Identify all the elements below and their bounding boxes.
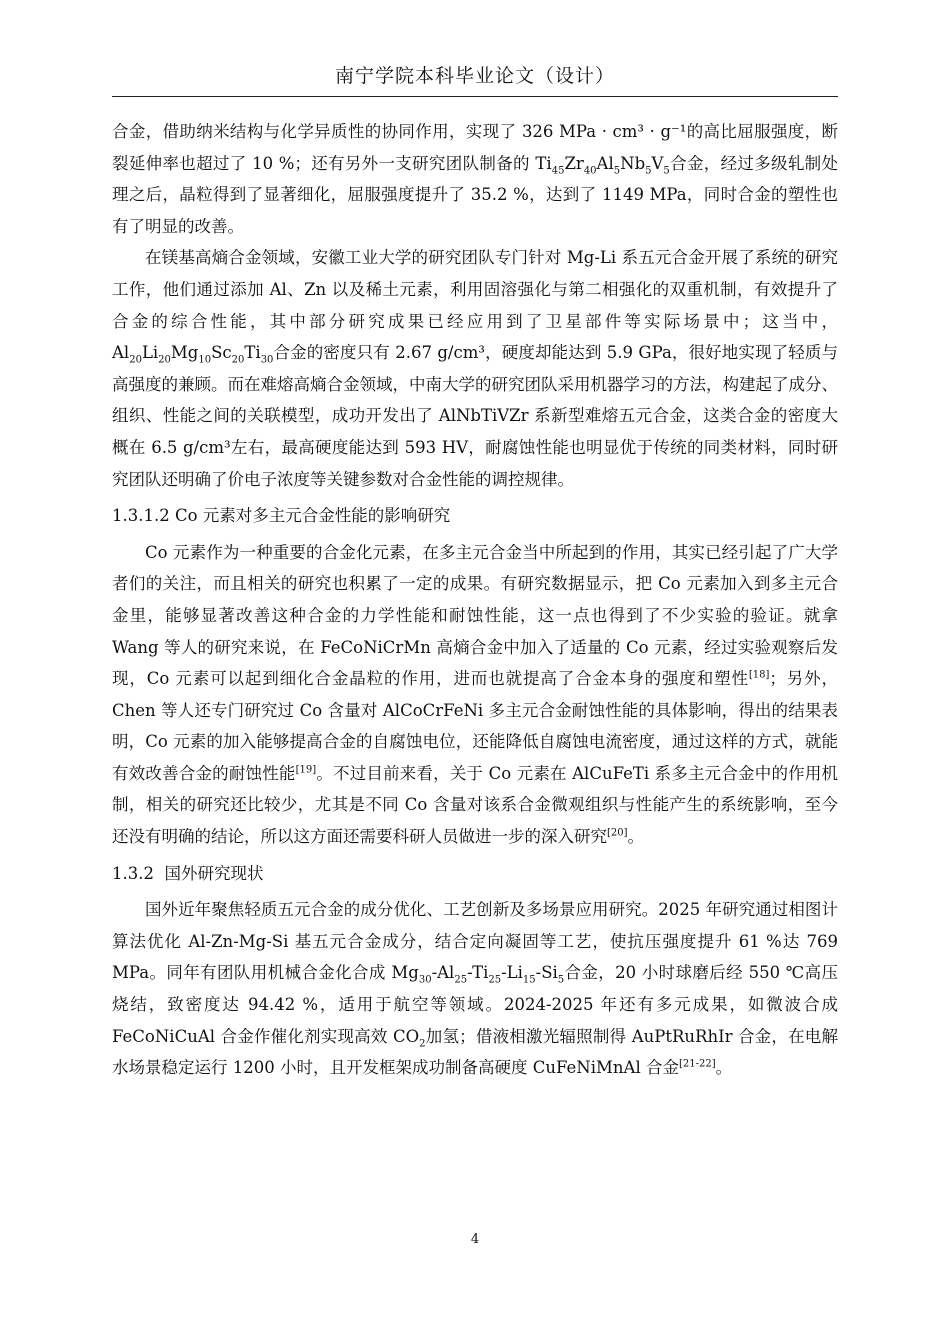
document-body [112, 116, 838, 1084]
page-number: 4 [470, 1232, 480, 1247]
section-heading: 1.3.2 国外研究现状 [112, 863, 264, 883]
body-paragraph: 在镁基高熵合金领域，安徽工业大学的研究团队专门针对 Mg-Li 系五元合金开展了系统的研究工作，他们通过添加 Al、Zn 以及稀土元素，利用固溶强化与第二相强化的双重机制，有效提升了合金的综合性能，其中部分研究成果已经应用到了卫星部件等实际场景中；这当中，$Al_{20}Li_{20}Mg_{10}Sc_{20}Ti_{30}$合金的密度只有 2.67 g/cm³，硬度却能达到 5.9 GPa，很好地实现了轻质与高强度的兼顾。而在难熔高熵合金领域，中南大学的研究团队采用机器学习的方法，构建起了成分、组织、性能之间的关联模型，成功开发出了 AlNbTiVZr 系新型难熔五元合金，这类合金的密度大概在 6.5 g/cm³左右，最高硬度能达到 593 HV，耐腐蚀性能也明显优于传统的同类材料，同时研究团队还明确了价电子浓度等关键参数对合金性能的调控规律。 [112, 248, 838, 489]
body-paragraph: Co 元素作为一种重要的合金化元素，在多主元合金当中所起到的作用，其实已经引起了广大学者们的关注，而且相关的研究也积累了一定的成果。有研究数据显示，把 Co 元素加入到多主元合金里，能够显著改善这种合金的力学性能和耐蚀性能，这一点也得到了不少实验的验证。就拿 Wang 等人的研究来说，在 FeCoNiCrMn 高熵合金中加入了适量的 Co 元素，经过实验观察后发现，Co 元素可以起到细化合金晶粒的作用，进而也就提高了合金本身的强度和塑性[18]；另外，Chen 等人还专门研究过 Co 含量对 AlCoCrFeNi 多主元合金耐蚀性能的具体影响，得出的结果表明，Co 元素的加入能够提高合金的自腐蚀电位，还能降低自腐蚀电流密度，通过这样的方式，就能有效改善合金的耐蚀性能[19]。不过目前来看，关于 Co 元素在 AlCuFeTi 系多主元合金中的作用机制，相关的研究还比较少，尤其是不同 Co 含量对该系合金微观组织与性能产生的系统影响，至今还没有明确的结论，所以这方面还需要科研人员做进一步的深入研究[20]。 [112, 542, 839, 847]
section-heading: 1.3.1.2 Co 元素对多主元合金性能的影响研究 [112, 506, 451, 526]
body-paragraph: 合金，借助纳米结构与化学异质性的协同作用，实现了 326 MPa · cm³ · g⁻¹的高比屈服强度，断裂延伸率也超过了 10 %；还有另外一支研究团队制备的 $Ti_{45}Zr_{40}Al_5Nb_5V_5$合金，经过多级轧制处理之后，晶粒得到了显著细化，屈服强度提升了 35.2 %，达到了 1149 MPa，同时合金的塑性也有了明显的改善。 [112, 122, 839, 236]
body-paragraph: 国外近年聚焦轻质五元合金的成分优化、工艺创新及多场景应用研究。2025 年研究通过相图计算法优化 Al-Zn-Mg-Si 基五元合金成分，结合定向凝固等工艺，使抗压强度提升 61 %达 769 MPa。同年有团队用机械合金化合成 $Mg_{30}-Al_{25}-Ti_{25}-Li_{15}-Si_5$合金，20 小时球磨后经 550 ℃高压烧结，致密度达 94.42 %，适用于航空等领域。2024-2025 年还有多元成果，如微波合成 FeCoNiCuAl 合金作催化剂实现高效 $CO_2$加氢；借液相激光辐照制得 AuPtRuRhIr 合金，在电解水场景稳定运行 1200 小时，且开发框架成功制备高硬度 CuFeNiMnAl 合金[21-22]。 [112, 900, 839, 1078]
page-header-title: 南宁学院本科毕业论文（设计） [334, 65, 615, 87]
header-divider [112, 96, 838, 97]
